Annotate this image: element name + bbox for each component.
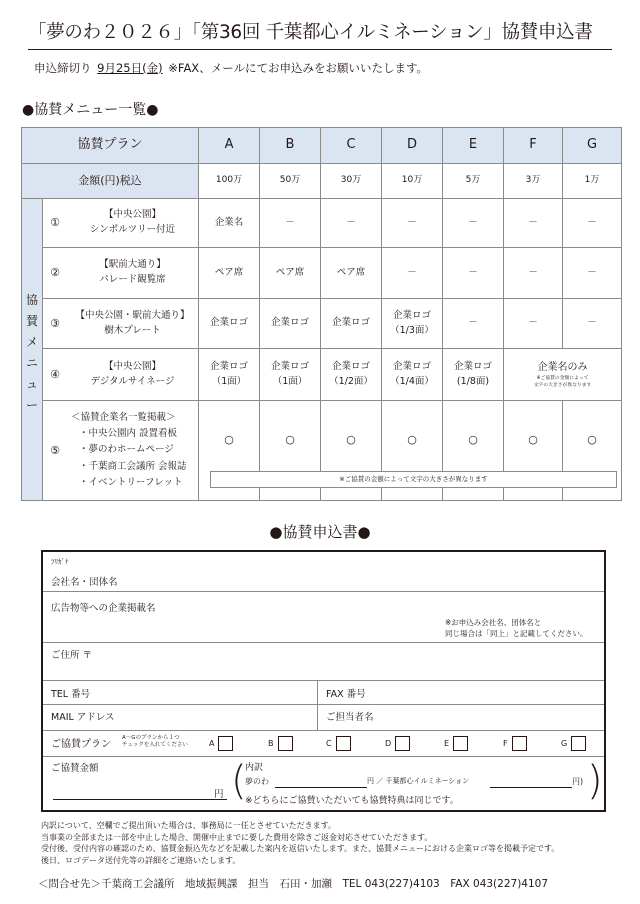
cell: － xyxy=(443,248,504,299)
title-underline xyxy=(28,49,612,50)
amount-label: ご協賛金額 xyxy=(51,763,99,774)
plan-checkbox-f[interactable] xyxy=(512,736,527,751)
breakdown-end: 円) xyxy=(572,777,584,786)
cell: － xyxy=(504,199,563,248)
right-paren: ) xyxy=(587,758,603,804)
application-form xyxy=(41,550,606,812)
plan-b-header: B xyxy=(260,128,321,164)
cell: 企業ロゴ (1/8面) xyxy=(443,349,504,401)
footnotes xyxy=(41,820,626,866)
deadline-note: ※FAX、メールにてお申込みをお願いいたします。 xyxy=(168,61,429,75)
ad-name-row[interactable] xyxy=(43,592,604,643)
ad-name-label: 広告物等への企業掲載名 xyxy=(51,603,156,614)
plan-option-e[interactable]: E xyxy=(444,735,468,752)
cell: ペア席 xyxy=(260,248,321,299)
cell: ペア席 xyxy=(321,248,382,299)
deadline-date: 9月25日(金) xyxy=(97,61,163,75)
plan-c-header: C xyxy=(321,128,382,164)
plan-d-header: D xyxy=(382,128,443,164)
cell: ペア席 xyxy=(199,248,260,299)
breakdown-note: ※どちらにご協賛いただいても協賛特典は同じです。 xyxy=(245,796,459,806)
cell: － xyxy=(382,199,443,248)
footnote-line: 当事業の全部または一部を中止した場合、開催中止までに要した費用を除きご返金対応させていただきます。 xyxy=(41,832,433,842)
menu-item-1: ① 【中央公園】 シンボルツリー付近 xyxy=(43,199,199,248)
person-field[interactable] xyxy=(318,705,604,730)
cell: － xyxy=(321,199,382,248)
company-row[interactable] xyxy=(43,552,604,592)
breakdown-yume: 夢のわ xyxy=(245,777,269,786)
cell: ○ xyxy=(260,401,321,501)
plan-select-label: ご協賛プラン xyxy=(51,739,111,750)
price-g: 1万 xyxy=(563,164,622,199)
deadline-label: 申込締切り xyxy=(34,61,92,75)
yume-amount-input[interactable] xyxy=(275,776,367,788)
person-label: ご担当者名 xyxy=(326,712,374,723)
plan-checkbox-b[interactable] xyxy=(278,736,293,751)
left-paren: ( xyxy=(231,758,247,804)
menu-item-2: ② 【駅前大通り】 パレード観覧席 xyxy=(43,248,199,299)
plan-checkbox-c[interactable] xyxy=(336,736,351,751)
fax-field[interactable] xyxy=(318,681,604,704)
yen-label: 円 xyxy=(214,789,224,800)
cell: ○ xyxy=(504,401,563,501)
breakdown-label: 内訳 xyxy=(245,763,264,773)
cell: ○ xyxy=(563,401,622,501)
footnote-line: 内訳について、空欄でご提出頂いた場合は、事務局に一任とさせていただきます。 xyxy=(41,821,337,830)
deadline-line xyxy=(34,60,428,76)
menu-heading: ●協賛メニュー一覧● xyxy=(22,102,159,118)
cell: 企業ロゴ （1/2面） xyxy=(321,349,382,401)
cell: ○ xyxy=(321,401,382,501)
address-label: ご住所 〒 xyxy=(51,650,93,661)
plan-select-note-2: チェックを入れてください xyxy=(122,742,188,748)
cell: ○ xyxy=(382,401,443,501)
plan-option-c[interactable]: C xyxy=(326,735,351,752)
plan-header-cell: 協賛プラン xyxy=(22,128,199,164)
menu-item-3: ③ 【中央公園・駅前大通り】 樹木プレート xyxy=(43,299,199,349)
price-d: 10万 xyxy=(382,164,443,199)
cell: － xyxy=(563,299,622,349)
plan-e-header: E xyxy=(443,128,504,164)
cell: 企業ロゴ （1/4面） xyxy=(382,349,443,401)
price-c: 30万 xyxy=(321,164,382,199)
cell: 企業ロゴ xyxy=(199,299,260,349)
page-title: 「夢のわ２０２６」「第36回 千葉都心イルミネーション」協賛申込書 xyxy=(28,22,593,43)
cell: ○ xyxy=(443,401,504,501)
mail-person-row xyxy=(43,705,604,731)
price-e: 5万 xyxy=(443,164,504,199)
menu-item-4: ④ 【中央公園】 デジタルサイネージ xyxy=(43,349,199,401)
footnote-line: 受付後、受付内容の確認のため、協賛金振込先などを記載した案内を返信いたします。また、協賛メニューにおける企業ロゴ等を掲載予定です。 xyxy=(41,844,560,853)
company-name-only-cell: 企業名のみ ※ご協賛の金額によって 文字の大きさが異なります xyxy=(504,349,622,401)
tel-fax-row xyxy=(43,681,604,705)
breakdown-mid: 円 ／ 千葉都心イルミネーション xyxy=(367,777,470,785)
company-label: 会社名・団体名 xyxy=(51,577,118,588)
mail-label: MAIL アドレス xyxy=(51,712,115,723)
address-row[interactable] xyxy=(43,643,604,681)
cell: － xyxy=(382,248,443,299)
price-b: 50万 xyxy=(260,164,321,199)
amount-row xyxy=(43,757,604,810)
cell: － xyxy=(443,299,504,349)
plan-g-header: G xyxy=(563,128,622,164)
text-size-note: ※ご協賛の金額によって文字の大きさが異なります xyxy=(210,471,617,488)
price-header-cell: 金額(円)税込 xyxy=(22,164,199,199)
plan-option-f[interactable]: F xyxy=(503,735,527,752)
contact-info: ＜問合せ先＞千葉商工会議所 地域振興課 担当 石田・加瀬 TEL 043(227)4103 FAX 043(227)4107 xyxy=(38,878,549,890)
sponsor-menu-table xyxy=(21,127,622,501)
cell: 企業ロゴ xyxy=(321,299,382,349)
ad-name-note-2: 同じ場合は「同上」と記載してください。 xyxy=(445,629,588,638)
price-a: 100万 xyxy=(199,164,260,199)
plan-checkbox-a[interactable] xyxy=(218,736,233,751)
cell: － xyxy=(504,248,563,299)
form-heading: ●協賛申込書● xyxy=(269,523,371,541)
plan-a-header: A xyxy=(199,128,260,164)
cell: 企業名 xyxy=(199,199,260,248)
plan-select-note-1: A～Gのプランから１つ xyxy=(122,735,180,741)
footnote-line: 後日、ロゴデータ送付先等の詳細をご連絡いたします。 xyxy=(41,855,241,865)
plan-checkbox-d[interactable] xyxy=(395,736,410,751)
cell: － xyxy=(443,199,504,248)
cell: 企業ロゴ （1面） xyxy=(199,349,260,401)
furigana-label: ﾌﾘｶﾞﾅ xyxy=(51,558,69,566)
illumination-amount-input[interactable] xyxy=(490,776,572,788)
tel-label: TEL 番号 xyxy=(51,689,91,700)
menu-side-label: 協 賛 メ ニ ュ ー xyxy=(22,199,43,501)
cell: － xyxy=(504,299,563,349)
plan-option-a[interactable]: A xyxy=(209,735,233,752)
mail-field[interactable] xyxy=(43,705,317,730)
plan-checkbox-e[interactable] xyxy=(453,736,468,751)
cell: － xyxy=(260,199,321,248)
price-f: 3万 xyxy=(504,164,563,199)
plan-checkbox-g[interactable] xyxy=(571,736,586,751)
plan-select-row xyxy=(43,731,604,757)
plan-option-g[interactable]: G xyxy=(561,735,586,752)
plan-option-d[interactable]: D xyxy=(385,735,410,752)
cell: ○ xyxy=(199,401,260,501)
cell: 企業ロゴ （1/3面） xyxy=(382,299,443,349)
cell: 企業ロゴ xyxy=(260,299,321,349)
cell: － xyxy=(563,199,622,248)
plan-f-header: F xyxy=(504,128,563,164)
fax-label: FAX 番号 xyxy=(326,689,366,700)
cell: 企業ロゴ （1面） xyxy=(260,349,321,401)
cell: － xyxy=(563,248,622,299)
ad-name-note-1: ※お申込み会社名、団体名と xyxy=(445,618,542,627)
plan-option-b[interactable]: B xyxy=(268,735,293,752)
tel-field[interactable] xyxy=(43,681,317,704)
amount-input[interactable] xyxy=(53,786,227,800)
menu-item-5: ⑤ ＜協賛企業名一覧掲載＞ ・中央公園内 設置看板 ・夢のわホームページ ・千葉商工会議所 会報誌 ・イベントリーフレット xyxy=(43,401,199,501)
